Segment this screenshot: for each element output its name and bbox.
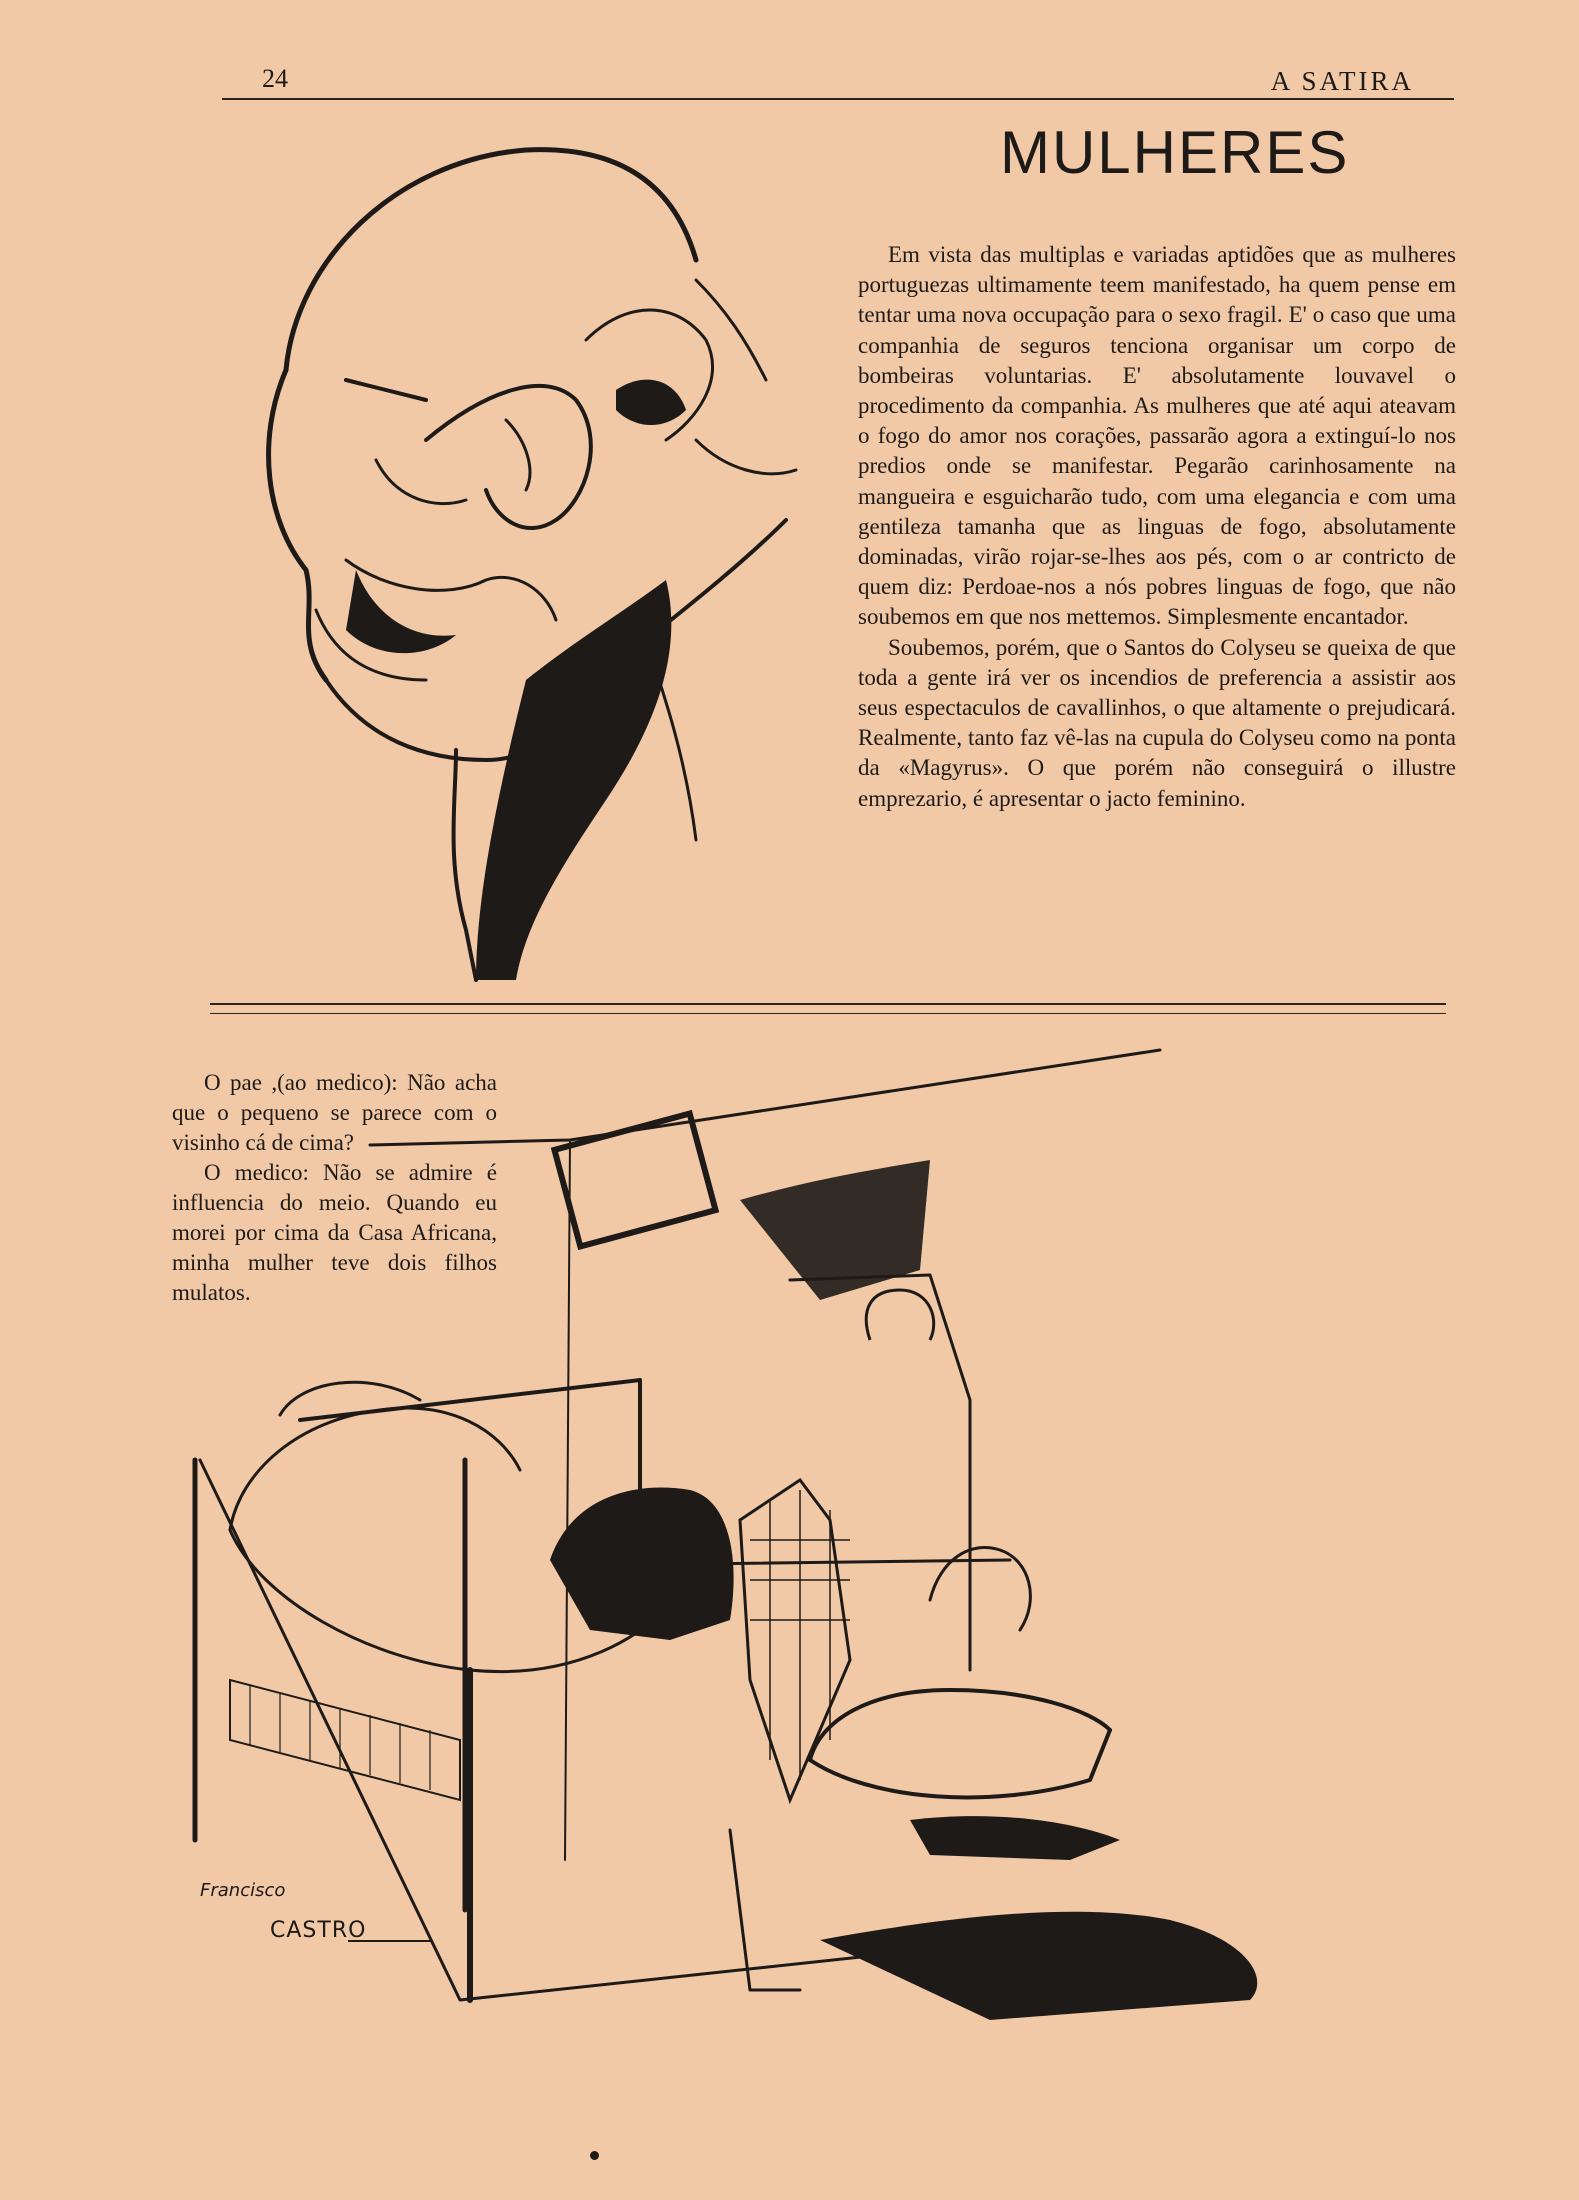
caption-line-doctor: O medico: Não se admire é influencia do meio. Quando eu morei por cima da Casa Africana, minha mulher teve dois filhos mulatos.	[172, 1160, 497, 1305]
artist-signature	[200, 1880, 500, 1970]
article-paragraph-2: Soubemos, porém, que o Santos do Colyseu se queixa de que toda a gente irá ver os incendios de preferencia a assistir aos seus espectaculos de cavallinhos, o que altamente o prejudicará. Realmente, tanto faz vê-las na cupula do Colyseu como na ponta da «Magyrus». O que porém não conseguirá o illustre emprezario, é apresentar o jacto feminino.	[858, 634, 1456, 811]
cartoon-caption	[172, 1068, 497, 1308]
portrait-illustration	[226, 140, 816, 990]
journal-title: A SATIRA	[1270, 66, 1414, 96]
article-body	[858, 240, 1456, 814]
header-rule	[222, 98, 1454, 100]
page-footer-dot	[590, 2151, 599, 2160]
running-header	[222, 60, 1454, 100]
page-number: 24	[262, 64, 288, 93]
signature-last-name: CASTRO	[270, 1918, 367, 1943]
article-title: MULHERES	[1000, 119, 1350, 186]
section-divider-secondary	[210, 1013, 1446, 1014]
caption-line-father: O pae ,(ao medico): Não acha que o pequeno se parece com o visinho cá de cima?	[172, 1070, 497, 1155]
signature-underline	[348, 1940, 432, 1942]
signature-first-name: Francisco	[200, 1880, 286, 1901]
section-divider	[210, 1003, 1446, 1005]
article-paragraph-1: Em vista das multiplas e variadas aptidões que as mulheres portuguezas ultimamente teem manifestado, ha quem pense em tentar uma nova occupação para o sexo fragil. E' o caso que uma companhia de seguros tenciona organisar um corpo de bombeiras voluntarias. E' absolutamente louvavel o procedimento da companhia. As mulheres que até aqui ateavam o fogo do amor nos corações, passarão agora a extinguí-lo nos predios onde se manifestar. Pegarão carinhosamente na mangueira e esguicharão tudo, com uma elegancia e com uma gentileza tamanha que as linguas de fogo, absolutamente dominadas, virão rojar-se-lhes aos pés, com o ar contricto de quem diz: Perdoae-nos a nós pobres linguas de fogo, que não soubemos em que nos mettemos. Simplesmente encantador.	[858, 242, 1456, 630]
